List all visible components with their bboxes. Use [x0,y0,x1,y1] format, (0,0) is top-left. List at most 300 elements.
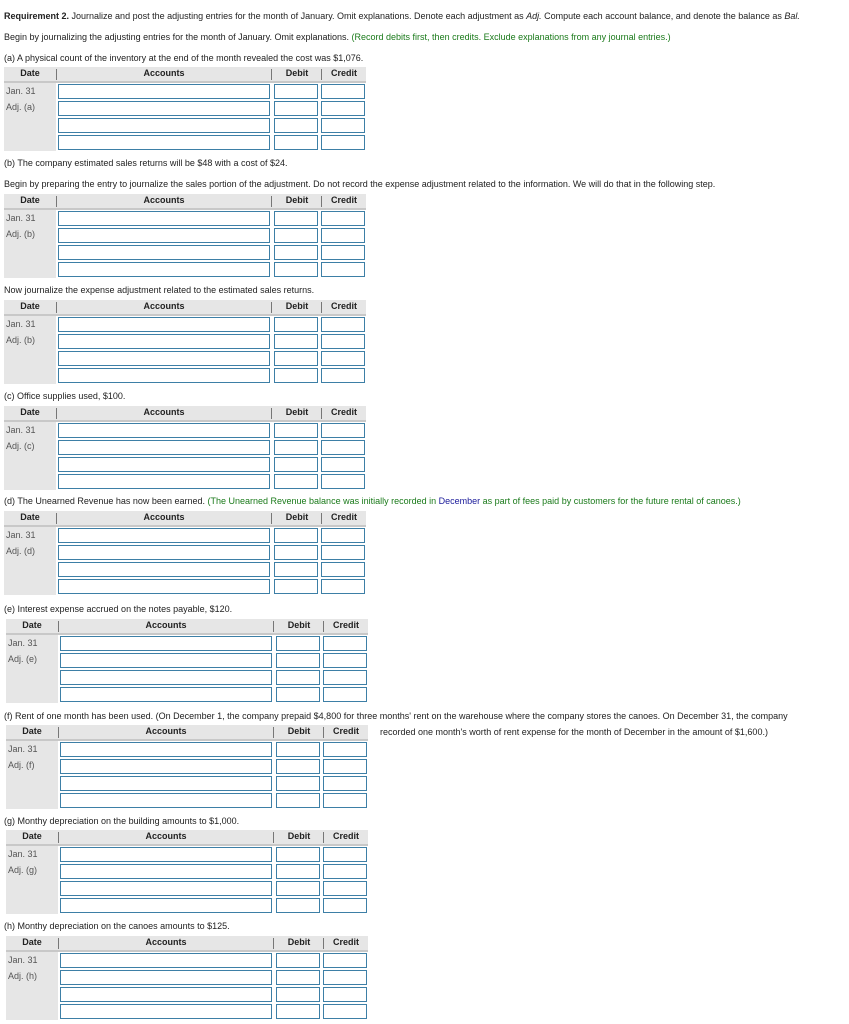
journal-table [6,725,368,770]
credit-input[interactable] [321,262,365,277]
credit-field[interactable] [322,424,364,437]
debit-input[interactable] [276,636,320,651]
entry-adj-label: Adj. (b) [6,335,36,345]
credit-input[interactable] [323,953,367,968]
credit-input[interactable] [321,368,365,383]
debit-header: Debit [287,726,311,736]
date-header: Date [20,195,40,205]
account-field[interactable] [61,971,271,984]
credit-field[interactable] [322,102,364,115]
account-input[interactable] [58,118,270,133]
account-input[interactable] [60,1004,272,1019]
credit-field[interactable] [324,637,366,650]
section-b-title: (b) The company estimated sales returns will be $48 with a cost of $24. [4,158,288,168]
journal-header [6,725,368,741]
date-column [4,83,56,151]
journal-table [6,936,368,981]
section-d-hint-end: as part of fees paid by customers for the future rental of canoes.) [480,496,741,506]
credit-input[interactable] [323,687,367,702]
credit-field[interactable] [324,760,366,773]
credit-input[interactable] [323,898,367,913]
account-input[interactable] [58,245,270,260]
debit-field[interactable] [275,318,317,331]
account-field[interactable] [59,102,269,115]
credit-input[interactable] [323,987,367,1002]
accounts-header: Accounts [145,726,187,736]
debit-input[interactable] [274,545,318,560]
credit-input[interactable] [321,579,365,594]
account-field[interactable] [59,335,269,348]
debit-field[interactable] [277,882,319,895]
debit-field[interactable] [277,671,319,684]
account-field[interactable] [59,563,269,576]
account-input[interactable] [58,84,270,99]
entry-adj-label: Adj. (e) [8,654,38,664]
accounts-header: Accounts [143,68,185,78]
account-input[interactable] [58,545,270,560]
credit-header: Credit [332,726,359,736]
debit-header: Debit [285,301,309,311]
debit-field[interactable] [277,654,319,667]
debit-input[interactable] [276,847,320,862]
account-input[interactable] [58,317,270,332]
debit-field[interactable] [277,865,319,878]
credit-field[interactable] [322,246,364,259]
account-input[interactable] [58,135,270,150]
credit-field[interactable] [324,899,366,912]
account-input[interactable] [60,636,272,651]
debit-input[interactable] [276,687,320,702]
entry-date: Jan. 31 [6,530,36,540]
credit-input[interactable] [323,759,367,774]
account-input[interactable] [60,653,272,668]
account-input[interactable] [58,457,270,472]
journal-table [4,300,366,345]
section-b2-title: Now journalize the expense adjustment related to the estimated sales returns. [4,285,315,295]
journal-header [4,67,366,83]
account-input[interactable] [60,881,272,896]
account-input[interactable] [58,562,270,577]
debit-header: Debit [285,68,309,78]
debit-field[interactable] [277,688,319,701]
credit-field[interactable] [324,971,366,984]
account-field[interactable] [61,988,271,1001]
debit-field[interactable] [277,988,319,1001]
begin-text: Begin by journalizing the adjusting entries for the month of January. Omit explanations. [4,32,352,42]
debit-field[interactable] [277,637,319,650]
section-b-instruction: Begin by preparing the entry to journalize the sales portion of the adjustment. Do not record the expense adjustment related to the information. We will do that in the following step. [4,179,716,189]
date-header: Date [20,512,40,522]
credit-field[interactable] [322,441,364,454]
credit-input[interactable] [323,776,367,791]
section-h-title: (h) Monthy depreciation on the canoes amounts to $125. [4,921,230,931]
debit-field[interactable] [277,848,319,861]
debit-field[interactable] [277,899,319,912]
credit-field[interactable] [322,563,364,576]
account-input[interactable] [58,228,270,243]
debit-header: Debit [285,512,309,522]
account-input[interactable] [60,759,272,774]
account-field[interactable] [59,475,269,488]
debit-field[interactable] [275,136,317,149]
journal-header [6,830,368,846]
account-input[interactable] [60,987,272,1002]
account-field[interactable] [59,580,269,593]
credit-field[interactable] [322,529,364,542]
account-input[interactable] [60,742,272,757]
requirement-label: Requirement 2. [4,11,70,21]
begin-hint: (Record debits first, then credits. Exclude explanations from any journal entries.) [351,32,671,42]
account-field[interactable] [61,743,271,756]
debit-input[interactable] [276,670,320,685]
credit-field[interactable] [324,688,366,701]
credit-input[interactable] [321,545,365,560]
credit-input[interactable] [323,864,367,879]
date-header: Date [22,937,42,947]
account-input[interactable] [60,776,272,791]
bal-term: Bal. [784,11,800,21]
debit-input[interactable] [276,864,320,879]
credit-field[interactable] [322,352,364,365]
debit-input[interactable] [274,334,318,349]
credit-field[interactable] [324,865,366,878]
debit-input[interactable] [276,953,320,968]
entry-adj-label: Adj. (b) [6,229,36,239]
credit-field[interactable] [324,954,366,967]
account-field[interactable] [59,119,269,132]
credit-header: Credit [330,301,357,311]
credit-field[interactable] [324,743,366,756]
credit-header: Credit [332,937,359,947]
credit-input[interactable] [321,528,365,543]
account-input[interactable] [60,687,272,702]
accounts-header: Accounts [143,407,185,417]
credit-input[interactable] [321,474,365,489]
debit-field[interactable] [275,212,317,225]
credit-field[interactable] [324,1005,366,1018]
debit-field[interactable] [275,458,317,471]
debit-field[interactable] [275,424,317,437]
debit-field[interactable] [277,743,319,756]
date-column [6,635,58,703]
credit-input[interactable] [323,670,367,685]
credit-field[interactable] [322,119,364,132]
debit-input[interactable] [274,440,318,455]
date-column [4,210,56,278]
credit-field[interactable] [322,546,364,559]
date-header: Date [20,301,40,311]
credit-input[interactable] [323,636,367,651]
account-field[interactable] [59,136,269,149]
debit-header: Debit [287,937,311,947]
credit-field[interactable] [324,671,366,684]
entry-date: Jan. 31 [6,86,36,96]
section-d-text: (d) The Unearned Revenue has now been earned. [4,496,208,506]
entry-date: Jan. 31 [6,319,36,329]
journal-table [6,619,368,664]
account-field[interactable] [61,865,271,878]
debit-input[interactable] [276,881,320,896]
requirement-text [4,10,800,22]
debit-input[interactable] [274,84,318,99]
account-input[interactable] [60,970,272,985]
account-field[interactable] [61,882,271,895]
account-field[interactable] [59,529,269,542]
debit-input[interactable] [274,423,318,438]
account-input[interactable] [58,440,270,455]
credit-input[interactable] [323,793,367,808]
debit-input[interactable] [274,368,318,383]
account-field[interactable] [59,212,269,225]
debit-field[interactable] [277,954,319,967]
account-input[interactable] [60,953,272,968]
credit-field[interactable] [324,848,366,861]
debit-input[interactable] [276,987,320,1002]
journal-header [6,619,368,635]
debit-field[interactable] [275,546,317,559]
credit-header: Credit [330,512,357,522]
debit-field[interactable] [275,119,317,132]
account-field[interactable] [61,671,271,684]
credit-field[interactable] [322,458,364,471]
credit-header: Credit [330,407,357,417]
debit-field[interactable] [275,580,317,593]
credit-field[interactable] [322,335,364,348]
credit-input[interactable] [321,228,365,243]
debit-input[interactable] [274,528,318,543]
credit-field[interactable] [322,212,364,225]
debit-field[interactable] [275,102,317,115]
credit-input[interactable] [321,101,365,116]
section-f-title: (f) Rent of one month has been used. (On December 1, the company prepaid $4,800 for three months' rent on the warehouse where the company stores the canoes. On December 31, the company [4,711,788,721]
credit-input[interactable] [321,118,365,133]
adj-term: Adj. [526,11,542,21]
debit-field[interactable] [277,760,319,773]
credit-header: Credit [330,195,357,205]
account-input[interactable] [58,262,270,277]
credit-input[interactable] [323,742,367,757]
credit-input[interactable] [321,317,365,332]
debit-field[interactable] [275,369,317,382]
credit-input[interactable] [323,847,367,862]
debit-input[interactable] [274,262,318,277]
date-header: Date [22,726,42,736]
debit-input[interactable] [274,474,318,489]
credit-input[interactable] [321,351,365,366]
credit-field[interactable] [322,263,364,276]
entry-date: Jan. 31 [8,849,38,859]
section-c-title: (c) Office supplies used, $100. [4,391,126,401]
accounts-header: Accounts [145,831,187,841]
account-field[interactable] [59,458,269,471]
credit-input[interactable] [321,84,365,99]
credit-input[interactable] [323,881,367,896]
credit-field[interactable] [322,318,364,331]
credit-field[interactable] [322,229,364,242]
date-column [4,316,56,384]
accounts-header: Accounts [143,301,185,311]
credit-field[interactable] [324,988,366,1001]
credit-field[interactable] [324,777,366,790]
credit-input[interactable] [321,334,365,349]
debit-field[interactable] [275,563,317,576]
debit-input[interactable] [274,228,318,243]
account-field[interactable] [59,318,269,331]
entry-date: Jan. 31 [6,213,36,223]
account-field[interactable] [59,246,269,259]
debit-field[interactable] [275,475,317,488]
debit-input[interactable] [274,317,318,332]
accounts-header: Accounts [145,620,187,630]
debit-field[interactable] [275,246,317,259]
entry-adj-label: Adj. (a) [6,102,36,112]
credit-input[interactable] [321,245,365,260]
debit-field[interactable] [275,335,317,348]
debit-input[interactable] [276,653,320,668]
account-field[interactable] [61,899,271,912]
section-g-title: (g) Monthy depreciation on the building amounts to $1,000. [4,816,240,826]
debit-input[interactable] [274,351,318,366]
debit-input[interactable] [274,211,318,226]
debit-field[interactable] [275,441,317,454]
debit-input[interactable] [276,776,320,791]
account-input[interactable] [58,474,270,489]
credit-field[interactable] [322,136,364,149]
account-input[interactable] [58,528,270,543]
account-field[interactable] [59,441,269,454]
account-field[interactable] [59,229,269,242]
account-field[interactable] [61,848,271,861]
debit-input[interactable] [274,579,318,594]
account-field[interactable] [59,263,269,276]
debit-field[interactable] [275,229,317,242]
credit-header: Credit [332,620,359,630]
debit-input[interactable] [276,1004,320,1019]
account-field[interactable] [59,85,269,98]
journal-header [6,936,368,952]
credit-header: Credit [330,68,357,78]
credit-input[interactable] [321,440,365,455]
account-input[interactable] [58,351,270,366]
date-header: Date [22,620,42,630]
debit-field[interactable] [275,85,317,98]
credit-input[interactable] [321,135,365,150]
debit-field[interactable] [277,794,319,807]
journal-header [4,511,366,527]
entry-adj-label: Adj. (h) [8,971,38,981]
credit-input[interactable] [321,211,365,226]
debit-input[interactable] [276,793,320,808]
debit-input[interactable] [274,457,318,472]
debit-input[interactable] [274,562,318,577]
account-field[interactable] [61,794,271,807]
account-input[interactable] [60,898,272,913]
debit-input[interactable] [276,759,320,774]
credit-header: Credit [332,831,359,841]
credit-field[interactable] [322,475,364,488]
account-field[interactable] [59,369,269,382]
journal-header [4,300,366,316]
credit-field[interactable] [324,794,366,807]
credit-input[interactable] [323,653,367,668]
account-input[interactable] [60,847,272,862]
account-input[interactable] [58,334,270,349]
credit-field[interactable] [324,882,366,895]
account-field[interactable] [61,688,271,701]
account-field[interactable] [61,1005,271,1018]
debit-input[interactable] [274,135,318,150]
debit-header: Debit [285,195,309,205]
credit-field[interactable] [322,369,364,382]
account-field[interactable] [59,424,269,437]
entry-adj-label: Adj. (d) [6,546,36,556]
account-input[interactable] [58,579,270,594]
section-f-continuation: recorded one month's worth of rent expense for the month of December in the amount of $1,600.) [380,727,768,737]
credit-field[interactable] [322,85,364,98]
debit-field[interactable] [275,352,317,365]
account-input[interactable] [60,864,272,879]
debit-input[interactable] [276,898,320,913]
account-field[interactable] [61,760,271,773]
entry-adj-label: Adj. (g) [8,865,38,875]
account-field[interactable] [61,954,271,967]
journal-table [4,511,366,556]
entry-date: Jan. 31 [6,425,36,435]
account-input[interactable] [58,101,270,116]
credit-input[interactable] [321,457,365,472]
debit-field[interactable] [275,263,317,276]
debit-input[interactable] [274,245,318,260]
credit-field[interactable] [324,654,366,667]
debit-input[interactable] [276,742,320,757]
section-d-hint-month: December [438,496,481,506]
section-d-title [4,495,741,507]
account-input[interactable] [60,670,272,685]
debit-field[interactable] [275,529,317,542]
account-input[interactable] [58,368,270,383]
account-input[interactable] [60,793,272,808]
account-field[interactable] [61,777,271,790]
requirement-body: Journalize and post the adjusting entries for the month of January. Omit explanations. Denote each adjustment as [69,11,527,21]
account-input[interactable] [58,423,270,438]
account-field[interactable] [61,654,271,667]
debit-input[interactable] [274,101,318,116]
account-field[interactable] [61,637,271,650]
account-field[interactable] [59,352,269,365]
credit-input[interactable] [323,970,367,985]
credit-input[interactable] [321,562,365,577]
credit-field[interactable] [322,580,364,593]
date-column [6,846,58,914]
account-input[interactable] [58,211,270,226]
credit-input[interactable] [321,423,365,438]
debit-input[interactable] [274,118,318,133]
account-field[interactable] [59,546,269,559]
date-header: Date [22,831,42,841]
debit-field[interactable] [277,1005,319,1018]
journal-table [6,830,368,875]
debit-header: Debit [287,831,311,841]
debit-field[interactable] [277,777,319,790]
journal-table [4,67,366,112]
entry-date: Jan. 31 [8,744,38,754]
debit-input[interactable] [276,970,320,985]
debit-field[interactable] [277,971,319,984]
date-column [4,422,56,490]
accounts-header: Accounts [143,512,185,522]
section-a-title: (a) A physical count of the inventory at the end of the month revealed the cost was $1,076. [4,53,364,63]
credit-input[interactable] [323,1004,367,1019]
